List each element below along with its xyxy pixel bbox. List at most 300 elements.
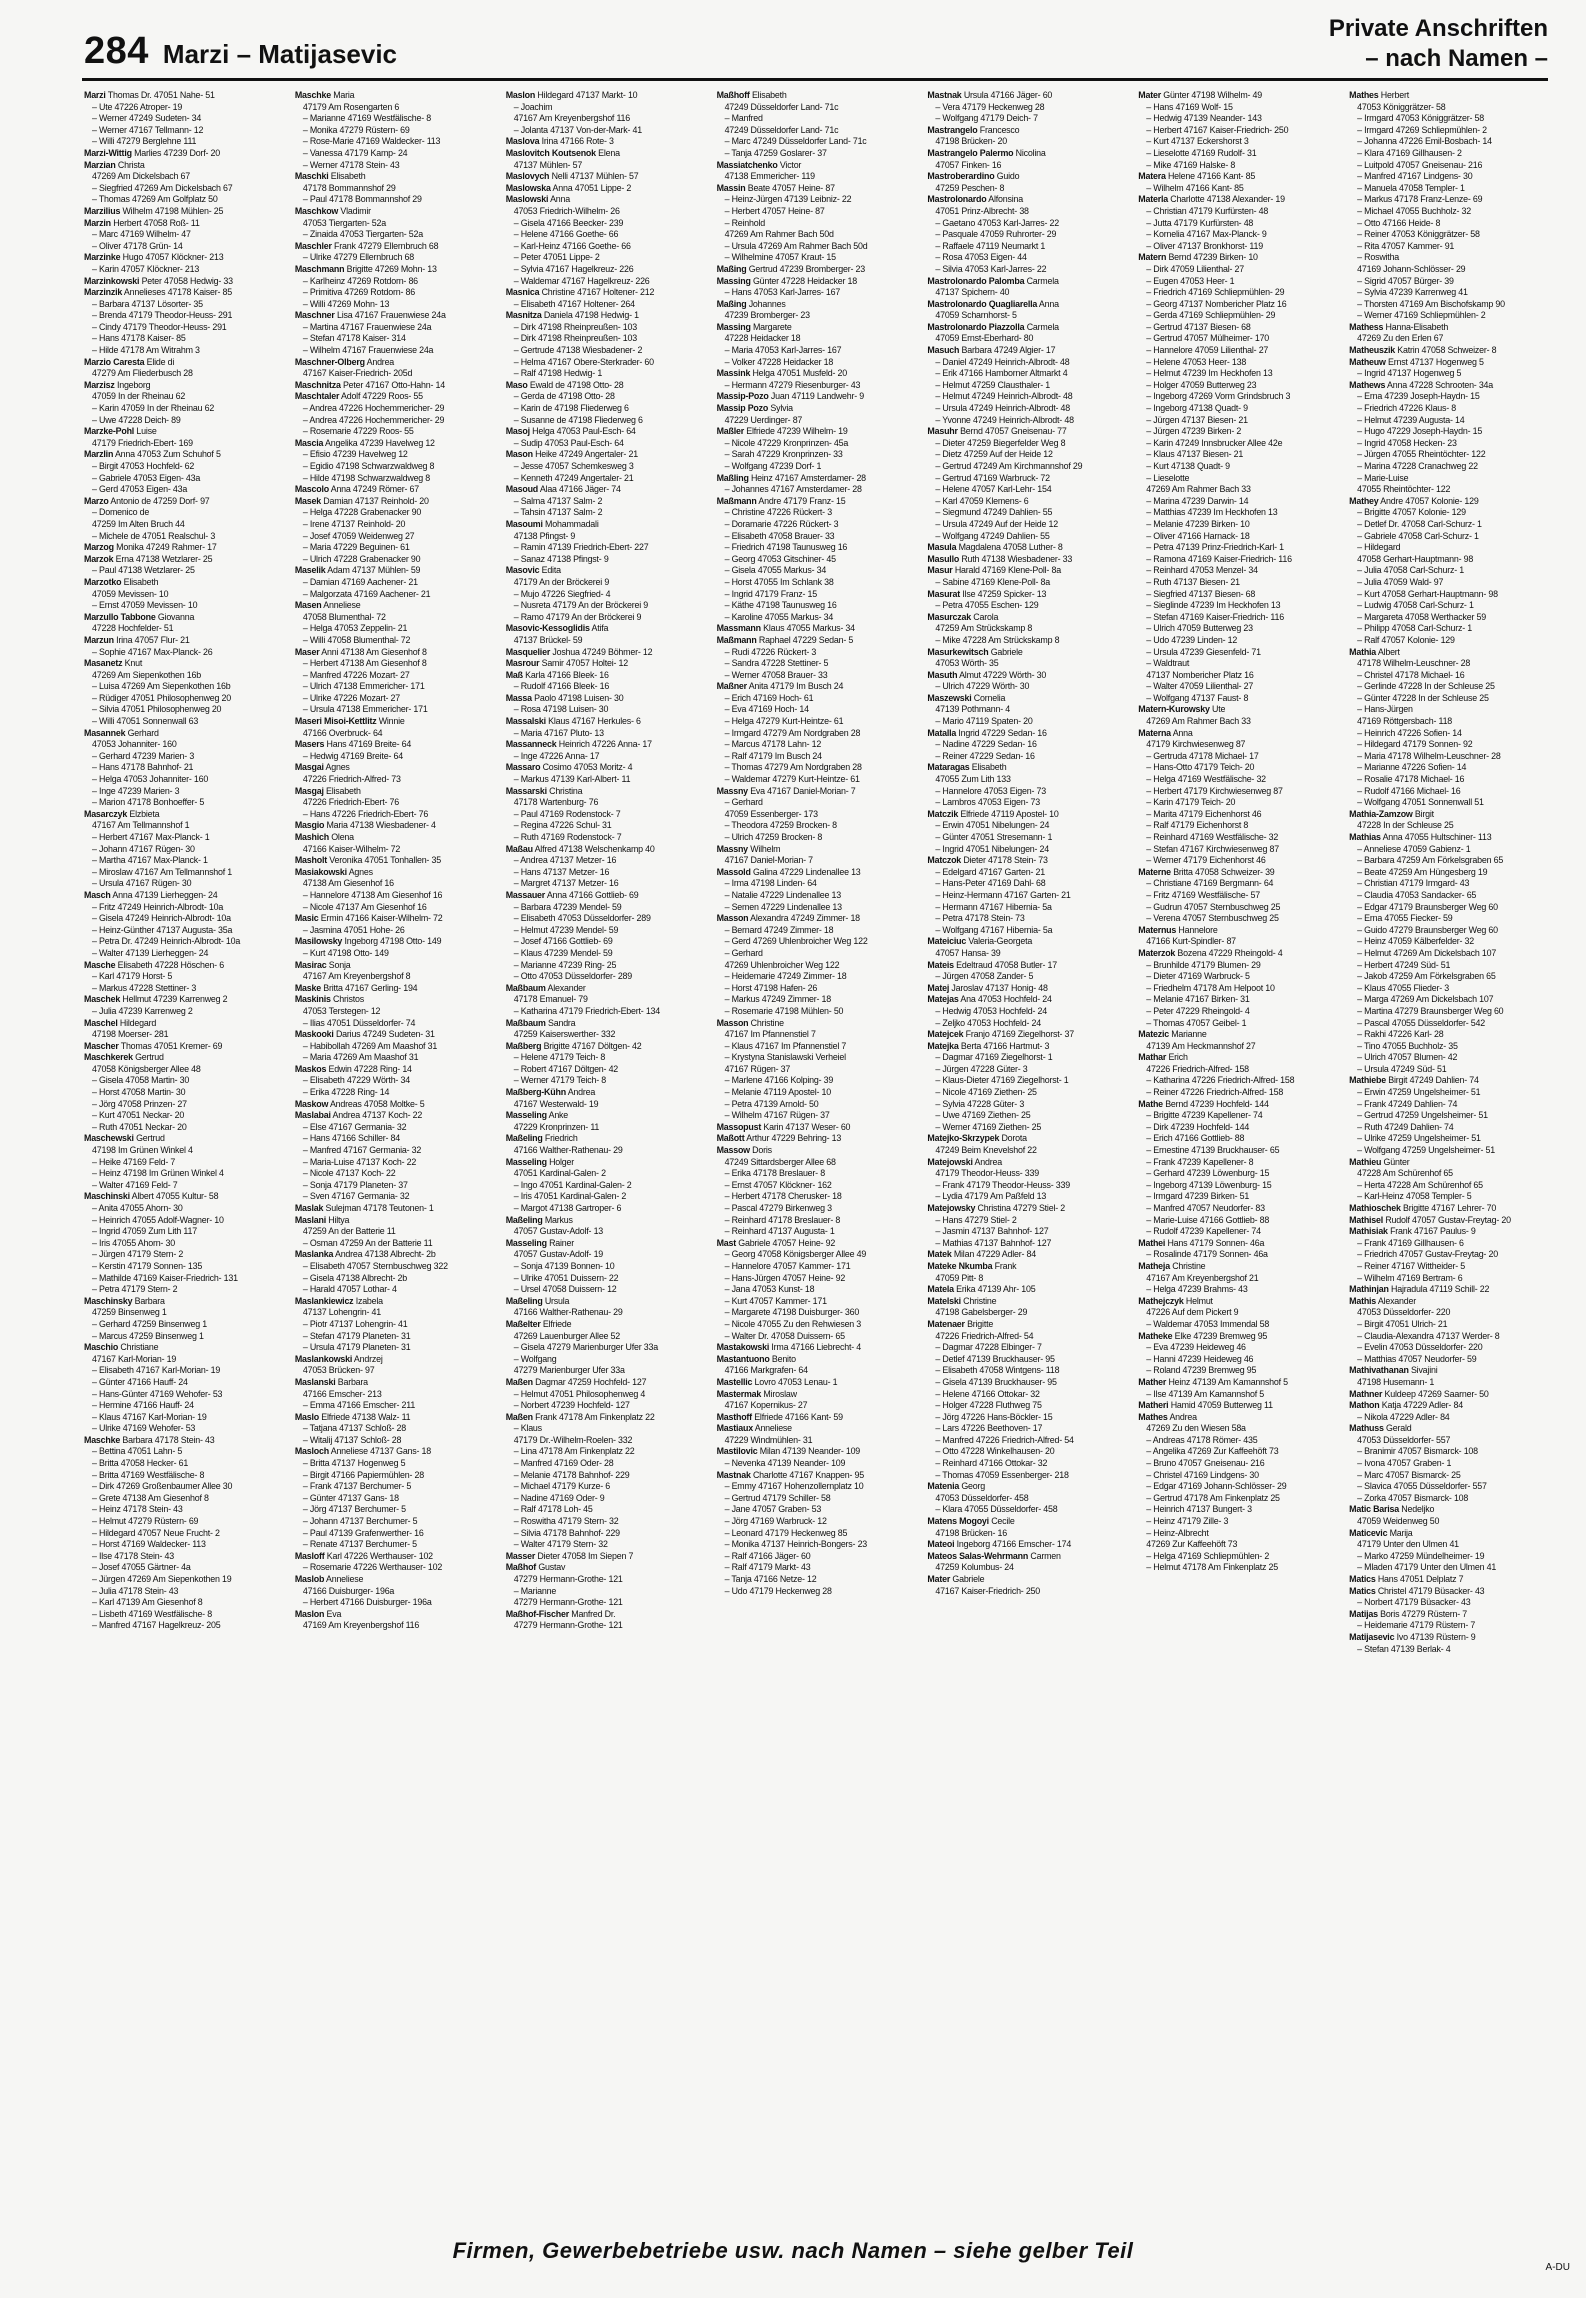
directory-entry	[927, 1400, 1124, 1412]
directory-entry	[927, 693, 1124, 705]
entry-details: Marianne	[1168, 1029, 1207, 1040]
page-number: 284	[84, 30, 149, 72]
entry-surname: Marzian	[84, 159, 116, 170]
directory-entry	[295, 194, 492, 206]
directory-entry	[506, 1215, 703, 1227]
directory-entry	[1138, 252, 1335, 264]
entry-details: 47137 Nombericher Platz 16	[1146, 669, 1254, 680]
directory-entry	[717, 496, 914, 508]
directory-entry	[717, 751, 914, 763]
entry-details: 47053 Terstegen- 12	[302, 1005, 381, 1016]
entry-surname: Mataragas	[927, 762, 970, 773]
entry-details: – Ramin 47139 Friedrich-Ebert- 227	[513, 542, 649, 553]
entry-details: – Ulrich 47057 Blumen- 42	[1357, 1052, 1458, 1063]
directory-entry	[1138, 1528, 1335, 1540]
entry-details: – Tanja 47166 Netze- 12	[724, 1574, 817, 1584]
entry-surname: Matens Mogoyi	[927, 1516, 989, 1527]
entry-details: – Helmut 47269 Am Dickelsbach 107	[1357, 947, 1497, 958]
entry-details: Christina 47279 Stiel- 2	[975, 1203, 1065, 1213]
entry-surname: Masuth	[927, 669, 958, 680]
directory-entry	[506, 1307, 703, 1319]
directory-entry	[927, 1064, 1124, 1076]
directory-entry	[84, 739, 281, 751]
directory-entry	[717, 554, 914, 566]
entry-details: – Marion 47178 Bonhoeffer- 5	[92, 797, 205, 808]
entry-details: – Klaus 47239 Mendel- 59	[513, 947, 613, 958]
entry-details: – Philipp 47058 Carl-Schurz- 1	[1357, 623, 1473, 634]
entry-details: Elisabeth	[121, 576, 159, 587]
entry-details: Ewald de 47198 Otto- 28	[527, 379, 624, 390]
entry-details: 47167 Am Kreyenbergshof 116	[513, 113, 631, 124]
entry-details: 47167 Rügen- 37	[724, 1063, 791, 1074]
entry-details: Elisabeth	[749, 90, 787, 100]
directory-entry	[506, 693, 703, 705]
entry-details: Andrea 47137 Koch- 22	[330, 1110, 423, 1121]
entry-details: – Elisabeth 47057 Sternbuschweg 322	[302, 1260, 448, 1271]
entry-details: – Egidio 47198 Schwarzwaldweg 8	[302, 461, 435, 471]
directory-entry	[1349, 345, 1546, 357]
directory-entry	[1138, 565, 1335, 577]
directory-entry	[927, 902, 1124, 914]
entry-surname: Mast	[716, 1237, 736, 1248]
directory-entry	[1349, 786, 1546, 798]
entry-details: – Helga 47228 Grabenacker 90	[302, 507, 422, 518]
entry-details: Peter 47167 Otto-Hahn- 14	[340, 379, 446, 390]
entry-details: Hans 47169 Breite- 64	[324, 739, 412, 750]
entry-details: 47059 Ernst-Eberhard- 80	[935, 333, 1034, 344]
directory-entry	[1349, 1180, 1546, 1192]
directory-entry	[295, 299, 492, 311]
entry-details: – Dieter 47259 Biegerfelder Weg 8	[935, 437, 1066, 448]
entry-details: – Peter 47051 Lippe- 2	[513, 252, 600, 263]
directory-entry	[84, 1203, 281, 1215]
directory-entry	[1349, 473, 1546, 485]
entry-surname: Matejas	[927, 994, 959, 1005]
directory-entry	[927, 739, 1124, 751]
entry-details: Andrea	[972, 1156, 1002, 1167]
directory-entry	[506, 102, 703, 114]
entry-details: – Jürgen 47269 Am Siepenkothen 19	[92, 1574, 232, 1584]
directory-entry	[506, 113, 703, 125]
entry-details: – Irmgard 47269 Schliepmühlen- 2	[1357, 124, 1487, 135]
entry-surname: Maske	[294, 982, 321, 993]
entry-details: 47269 Am Rahmer Bach 33	[1146, 484, 1251, 495]
entry-surname: Marzlin	[84, 449, 114, 460]
entry-details: Heinrich 47226 Anna- 17	[556, 739, 652, 750]
entry-details: Alaa 47166 Jäger- 74	[538, 484, 621, 495]
entry-details: – Nadine 47169 Oder- 9	[513, 1492, 605, 1503]
directory-entry	[295, 658, 492, 670]
directory-entry	[717, 1180, 914, 1192]
directory-entry	[1349, 1586, 1546, 1598]
entry-details: 47059 Essenberger- 173	[724, 808, 818, 819]
entry-details: 47166 Emscher- 213	[302, 1388, 382, 1399]
directory-entry	[506, 739, 703, 751]
directory-entry	[1138, 554, 1335, 566]
entry-details: – Brenda 47179 Theodor-Heuss- 291	[92, 310, 233, 321]
entry-details: – Norbert 47239 Hochfeld- 127	[513, 1400, 630, 1411]
entry-surname: Maschewski	[84, 1133, 134, 1144]
entry-details: – Maria 47269 Am Maashof 31	[302, 1052, 419, 1063]
directory-entry	[1138, 1018, 1335, 1030]
entry-details: – Anita 47055 Ahorn- 30	[92, 1203, 183, 1213]
directory-entry	[84, 797, 281, 809]
directory-entry	[506, 774, 703, 786]
entry-details: – Hermann 47167 Hibernia- 5a	[935, 901, 1052, 912]
directory-entry	[506, 1087, 703, 1099]
directory-entry	[84, 1296, 281, 1308]
listing-columns	[84, 90, 1546, 2210]
entry-details: – Yvonne 47249 Heinrich-Albrodt- 48	[935, 414, 1074, 425]
entry-details: – Hans 47279 Stiel- 2	[935, 1214, 1017, 1225]
directory-entry	[927, 507, 1124, 519]
entry-details: Ruth 47138 Wiesbadener- 33	[959, 553, 1073, 564]
directory-entry	[717, 380, 914, 392]
entry-details: – Jolanta 47137 Von-der-Mark- 41	[513, 124, 642, 135]
directory-entry	[506, 1446, 703, 1458]
directory-entry	[1349, 496, 1546, 508]
entry-details: – Gaetano 47053 Karl-Jarres- 22	[935, 217, 1059, 228]
entry-details: Anita 47179 Im Busch 24	[746, 681, 844, 692]
directory-entry	[1349, 902, 1546, 914]
entry-details: Cecile	[988, 1516, 1015, 1527]
entry-details: Barbara 47178 Stein- 43	[120, 1434, 215, 1445]
directory-entry	[84, 1609, 281, 1621]
entry-details: 47249 Düsseldorfer Land- 71c	[724, 124, 839, 135]
entry-details: 47137 Lohengrin- 41	[302, 1307, 381, 1318]
directory-entry	[1138, 1087, 1335, 1099]
entry-details: – Britta 47058 Hecker- 61	[92, 1458, 189, 1469]
entry-surname: Marzullo Tabbone	[84, 611, 156, 622]
entry-details: 47259 Kaiserswerther- 332	[513, 1029, 616, 1040]
entry-details: – Karl 47139 Am Giesenhof 8	[92, 1597, 203, 1608]
entry-details: – Udo 47179 Heckenweg 28	[724, 1585, 832, 1596]
entry-details: – Theodora 47259 Brocken- 8	[724, 820, 837, 831]
directory-entry	[295, 542, 492, 554]
entry-details: – Raffaele 47119 Neumarkt 1	[935, 240, 1046, 251]
entry-details: Nicolina	[1013, 147, 1046, 158]
directory-entry	[295, 415, 492, 427]
entry-details: – Dagmar 47228 Elbinger- 7	[935, 1342, 1042, 1353]
entry-details: – Gerda de 47198 Otto- 28	[513, 391, 615, 402]
entry-surname: Maternus	[1138, 924, 1177, 935]
entry-details: – Gerda 47169 Schliepmühlen- 29	[1146, 310, 1276, 321]
entry-details: – Brunhilde 47179 Blumen- 29	[1146, 959, 1261, 970]
directory-entry	[1349, 1400, 1546, 1412]
directory-entry	[84, 902, 281, 914]
entry-details: – Karin 47249 Innsbrucker Allee 42e	[1146, 437, 1283, 448]
entry-details: – Margot 47138 Gartroper- 6	[513, 1203, 622, 1213]
entry-details: – Slavica 47055 Düsseldorfer- 557	[1357, 1481, 1487, 1492]
entry-details: – Jörg 47058 Prinzen- 27	[92, 1098, 187, 1109]
directory-entry	[295, 1041, 492, 1053]
entry-details: – Gertrud 47259 Ungelsheimer- 51	[1357, 1110, 1488, 1121]
entry-details: – Stefan 47167 Kirchwiesenweg 87	[1146, 843, 1280, 854]
directory-entry	[1349, 1203, 1546, 1215]
directory-entry	[1349, 426, 1546, 438]
entry-details: – Rose-Marie 47169 Waldecker- 113	[302, 136, 441, 147]
entry-details: – Eva 47239 Heideweg 46	[1146, 1342, 1246, 1353]
entry-details: – Petra 47179 Stern- 2	[92, 1284, 178, 1295]
directory-entry	[84, 1122, 281, 1134]
entry-details: – Klara 47169 Gillhausen- 2	[1357, 147, 1462, 158]
directory-entry	[1349, 728, 1546, 740]
entry-details: – Frank 47179 Theodor-Heuss- 339	[935, 1179, 1070, 1190]
entry-surname: Maßbaum	[505, 1017, 546, 1028]
entry-details: 47053 Johanniter- 160	[92, 739, 177, 750]
entry-details: – Jörg 47169 Warbruck- 12	[724, 1516, 827, 1527]
directory-entry	[84, 136, 281, 148]
directory-entry	[295, 1180, 492, 1192]
directory-entry	[84, 519, 281, 531]
entry-details: 47249 Beim Knevelshof 22	[935, 1145, 1037, 1156]
directory-entry	[927, 1435, 1124, 1447]
directory-entry	[717, 1249, 914, 1261]
entry-details: – Wolfgang	[513, 1353, 557, 1364]
directory-entry	[506, 461, 703, 473]
directory-entry	[1138, 612, 1335, 624]
listing-column-7	[1349, 90, 1546, 2210]
entry-details: – Marie-Luise 47166 Gottlieb- 88	[1146, 1214, 1270, 1225]
header-rule	[82, 78, 1548, 81]
entry-details: Christa	[115, 159, 145, 170]
entry-details: – Jürgen 47137 Biesen- 21	[1146, 414, 1248, 425]
entry-details: – Christel 47178 Michael- 16	[1357, 669, 1465, 680]
directory-entry	[1349, 415, 1546, 427]
directory-entry	[717, 426, 914, 438]
entry-details: – Gerhard	[724, 947, 763, 958]
entry-details: – Erika 47178 Breslauer- 8	[724, 1168, 825, 1179]
entry-details: – Otto 47053 Düsseldorfer- 289	[513, 971, 633, 982]
entry-details: – Barbara 47259 Am Förkelsgraben 65	[1357, 855, 1504, 866]
entry-surname: Mastroberardino	[927, 171, 995, 182]
entry-details: Eva 47167 Daniel-Morian- 7	[747, 785, 856, 796]
directory-entry	[717, 971, 914, 983]
directory-entry	[717, 90, 914, 102]
entry-details: 47166 Walther-Rathenau- 29	[513, 1145, 623, 1156]
directory-entry	[717, 1018, 914, 1030]
entry-details: – Lambros 47053 Eigen- 73	[935, 797, 1040, 808]
entry-details: Gertrud 47239 Bromberger- 23	[746, 263, 865, 274]
entry-details: – Marc 47249 Düsseldorfer Land- 71c	[724, 136, 867, 147]
entry-surname: Maschek	[84, 994, 121, 1005]
directory-entry	[717, 1354, 914, 1366]
directory-entry	[1138, 658, 1335, 670]
entry-surname: Maselik	[294, 565, 326, 576]
entry-details: – Oliver 47178 Grün- 14	[92, 240, 183, 251]
directory-entry	[295, 589, 492, 601]
entry-surname: Marzok	[84, 553, 114, 564]
entry-details: Edwin 47228 Ring- 14	[326, 1063, 412, 1074]
directory-entry	[717, 913, 914, 925]
entry-details: 47226 Friedrich-Alfred- 158	[1146, 1063, 1249, 1074]
directory-entry	[717, 1458, 914, 1470]
entry-details: – Martina 47167 Frauenwiese 24a	[302, 321, 432, 332]
directory-entry	[506, 1470, 703, 1482]
directory-entry	[506, 635, 703, 647]
directory-entry	[84, 1191, 281, 1203]
entry-details: Irina 47057 Flur- 21	[113, 634, 190, 645]
directory-entry	[506, 1400, 703, 1412]
entry-details: – Margareta 47058 Werthacker 59	[1357, 611, 1486, 622]
entry-details: – Petra 47139 Arnold- 50	[724, 1098, 819, 1109]
directory-entry	[295, 1261, 492, 1273]
entry-surname: Mathess	[1349, 321, 1384, 332]
entry-details: – Kurt 47058 Gerhart-Hauptmann- 98	[1357, 588, 1498, 599]
entry-details: Elena	[595, 147, 620, 158]
directory-entry	[506, 1539, 703, 1551]
directory-entry	[1349, 670, 1546, 682]
directory-entry	[927, 391, 1124, 403]
directory-entry	[1138, 728, 1335, 740]
entry-details: Andrea 47138 Albrecht- 2b	[333, 1249, 436, 1260]
entry-details: – Oliver 47137 Bronkhorst- 119	[1146, 240, 1263, 251]
entry-details: – Werner 47249 Sudeten- 34	[92, 113, 202, 124]
entry-details: – Hans 47226 Friedrich-Ebert- 76	[302, 808, 429, 819]
directory-entry	[1138, 739, 1335, 751]
entry-details: – Lieselotte 47169 Rudolf- 31	[1146, 147, 1257, 158]
entry-details: Elfriede	[540, 1318, 572, 1329]
directory-entry	[295, 90, 492, 102]
directory-entry	[927, 751, 1124, 763]
entry-surname: Maskow	[294, 1098, 329, 1109]
directory-entry	[927, 368, 1124, 380]
entry-details: 47169 Röttgersbach- 118	[1357, 716, 1453, 727]
directory-entry	[506, 1458, 703, 1470]
entry-details: Christine 47167 Holtener- 212	[539, 287, 655, 298]
entry-details: – Irmgard 47279 Am Nordgraben 28	[724, 727, 861, 738]
entry-surname: Masurat	[927, 588, 961, 599]
directory-entry	[927, 1551, 1124, 1563]
directory-entry	[84, 1168, 281, 1180]
entry-surname: Masser	[505, 1550, 536, 1561]
directory-entry	[717, 1203, 914, 1215]
entry-details: 47137 Spichern- 40	[935, 287, 1010, 298]
entry-details: – Christine 47226 Rückert- 3	[724, 507, 832, 518]
entry-details: – Petra 47178 Stein- 73	[935, 913, 1025, 924]
directory-entry	[717, 206, 914, 218]
directory-entry	[295, 704, 492, 716]
entry-details: 47053 Wörth- 35	[935, 658, 999, 669]
entry-surname: Maslovych	[505, 171, 550, 182]
listing-column-5	[927, 90, 1124, 2210]
entry-surname: Masuhr	[927, 426, 958, 437]
directory-entry	[506, 171, 703, 183]
entry-details: Andreas 47058 Moltke- 5	[328, 1098, 425, 1109]
directory-entry	[84, 681, 281, 693]
entry-details: – Hildegard 47179 Sonnen- 92	[1357, 739, 1473, 750]
entry-details: – Hannelore 47053 Eigen- 73	[935, 785, 1046, 796]
directory-entry	[717, 1586, 914, 1598]
directory-entry	[1138, 1226, 1335, 1238]
entry-details: Alfred 47138 Welschenkamp 40	[532, 843, 655, 854]
entry-surname: Matenia	[927, 1481, 960, 1492]
directory-entry	[1138, 449, 1335, 461]
directory-entry	[717, 1006, 914, 1018]
entry-details: – Andrea 47226 Hochemmericher- 29	[302, 414, 445, 425]
directory-entry	[295, 1551, 492, 1563]
entry-surname: Maskooki	[294, 1029, 334, 1040]
directory-entry	[1138, 925, 1335, 937]
entry-details: – Marita 47179 Eichenhorst 46	[1146, 808, 1262, 819]
entry-surname: Masnitza	[505, 310, 542, 321]
entry-details: – Walter Dr. 47058 Duissern- 65	[724, 1330, 845, 1341]
entry-surname: Mathon	[1349, 1400, 1380, 1411]
directory-entry	[295, 1018, 492, 1030]
directory-entry	[717, 1493, 914, 1505]
directory-entry	[295, 902, 492, 914]
directory-entry	[295, 1539, 492, 1551]
entry-details: Gertrud	[133, 1133, 165, 1144]
entry-details: – Uwe 47169 Ziethen- 25	[935, 1110, 1031, 1121]
entry-details: – Daniel 47249 Heinrich-Albrodt- 48	[935, 356, 1070, 367]
entry-details: Vladimir	[338, 205, 371, 216]
entry-details: – Hans 47178 Bahnhof- 21	[92, 762, 194, 773]
directory-entry	[1138, 786, 1335, 798]
entry-details: Guido	[994, 171, 1020, 182]
directory-entry	[927, 90, 1124, 102]
directory-entry	[506, 832, 703, 844]
directory-entry	[717, 809, 914, 821]
entry-details: – Thomas 47279 Am Nordgraben 28	[724, 762, 862, 773]
directory-entry	[1138, 589, 1335, 601]
directory-entry	[84, 542, 281, 554]
directory-entry	[1138, 1215, 1335, 1227]
directory-entry	[1138, 1562, 1335, 1574]
entry-details: – Werner 47169 Ziethen- 25	[935, 1121, 1042, 1132]
entry-details: – Sanaz 47138 Pfingst- 9	[513, 553, 609, 564]
entry-details: – Klaus 47167 Karl-Morian- 19	[92, 1411, 207, 1422]
entry-details: – Hedwig 47053 Hochfeld- 24	[935, 1005, 1047, 1016]
entry-surname: Masanetz	[84, 658, 123, 669]
directory-entry	[84, 565, 281, 577]
entry-surname: Mastiaux	[716, 1423, 753, 1434]
entry-surname: Maßling	[716, 472, 749, 483]
entry-surname: Maßberg-Kühn	[505, 1087, 566, 1098]
directory-entry	[295, 1284, 492, 1296]
directory-entry	[1349, 1110, 1546, 1122]
entry-details: – Kerstin 47179 Sonnen- 135	[92, 1260, 203, 1271]
entry-surname: Marzilius	[84, 205, 121, 216]
directory-entry	[717, 1377, 914, 1389]
entry-details: – Rakhi 47226 Karl- 28	[1357, 1029, 1444, 1040]
entry-details: – Birgit 47053 Hochfeld- 62	[92, 461, 195, 471]
entry-surname: Masek	[294, 495, 321, 506]
entry-details: – Friedrich 47226 Klaus- 8	[1357, 403, 1457, 414]
directory-entry	[927, 1586, 1124, 1598]
directory-entry	[1349, 948, 1546, 960]
entry-surname: Mather	[1138, 1376, 1167, 1387]
entry-details: – Mike 47169 Halske- 8	[1146, 159, 1236, 170]
directory-entry	[84, 600, 281, 612]
entry-details: Karla 47166 Bleek- 16	[522, 669, 609, 680]
entry-details: – Herbert 47179 Kirchwiesenweg 87	[1146, 785, 1283, 796]
directory-entry	[506, 855, 703, 867]
entry-details: – Paul 47139 Grafenwerther- 16	[302, 1527, 424, 1538]
entry-details: – Heinz-Jürgen 47139 Leibniz- 22	[724, 194, 852, 205]
entry-details: – Helmut 47178 Am Finkenplatz 25	[1146, 1562, 1279, 1573]
entry-details: Karl 47226 Werthauser- 102	[324, 1550, 433, 1561]
directory-entry	[1349, 310, 1546, 322]
entry-details: – Branimir 47057 Bismarck- 108	[1357, 1446, 1478, 1457]
entry-surname: Marzun	[84, 634, 114, 645]
entry-details: Brigitte 47167 Döltgen- 42	[541, 1040, 642, 1051]
directory-entry	[295, 1470, 492, 1482]
directory-entry	[717, 1481, 914, 1493]
entry-details: Maria	[330, 90, 355, 100]
entry-details: – Heidemarie 47179 Rüstern- 7	[1357, 1620, 1476, 1631]
entry-surname: Mascia	[294, 437, 324, 448]
